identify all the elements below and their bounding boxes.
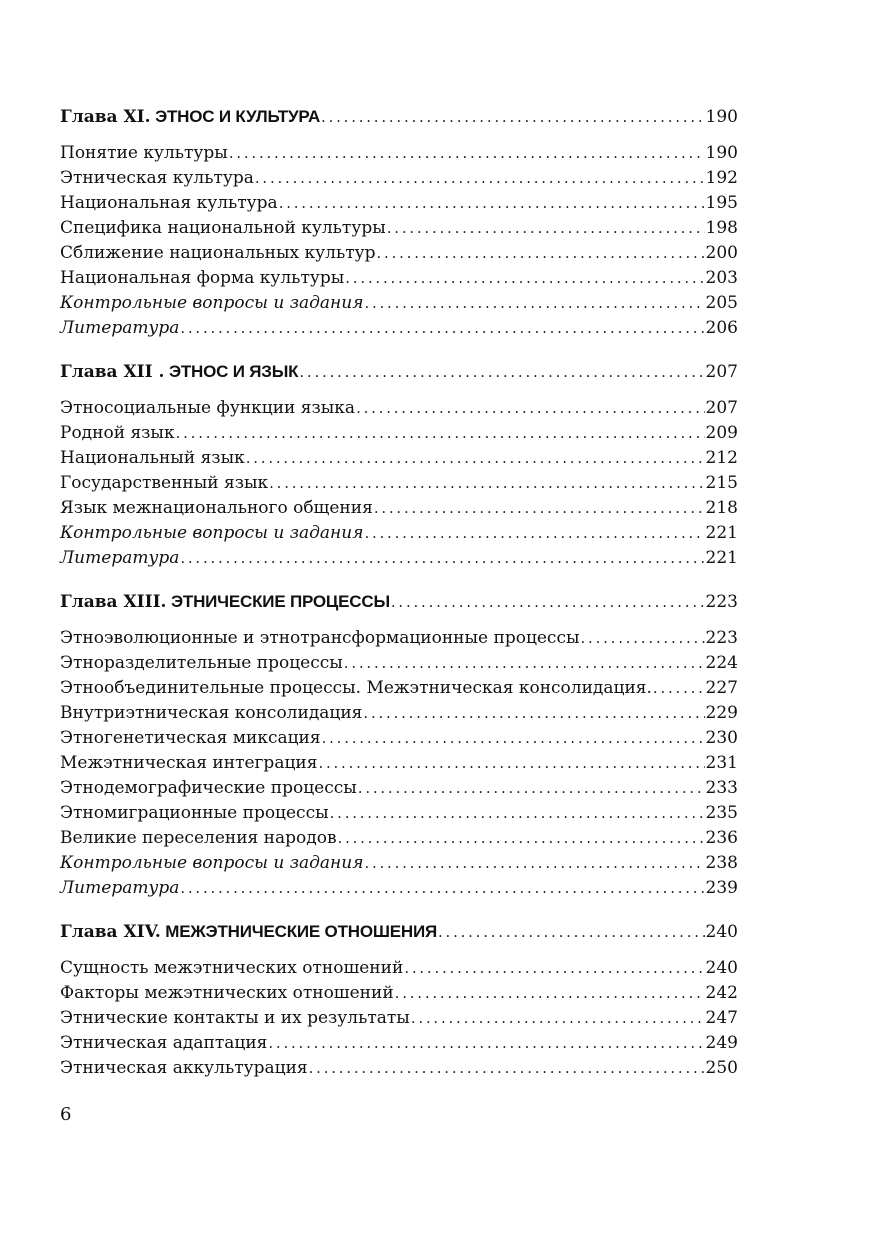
- toc-entry[interactable]: [60, 546, 738, 571]
- chapter-page-number: 190: [705, 107, 738, 127]
- toc-entry-title: Литература: [60, 318, 180, 338]
- toc-entry-page-number: 198: [705, 218, 738, 238]
- toc-entry-page-number: 229: [705, 703, 738, 723]
- toc-entry[interactable]: [60, 521, 738, 546]
- table-of-contents: [60, 104, 738, 1081]
- dot-leader: [438, 920, 705, 945]
- toc-entry[interactable]: [60, 316, 738, 341]
- dot-leader: [338, 826, 705, 851]
- toc-entry[interactable]: [60, 291, 738, 316]
- dot-leader: [356, 396, 704, 421]
- dot-leader: [229, 141, 705, 166]
- chapter-title: [60, 589, 390, 615]
- dot-leader: [246, 446, 705, 471]
- chapter-section: [60, 919, 738, 1081]
- toc-entry[interactable]: [60, 266, 738, 291]
- toc-entry-page-number: 207: [705, 398, 738, 418]
- chapter-heading[interactable]: [60, 359, 738, 384]
- toc-entry-title: Этнические контакты и их результаты: [60, 1008, 410, 1028]
- chapter-name: ЭТНОС И КУЛЬТУРА: [155, 107, 321, 126]
- chapter-number: Глава XIII.: [60, 592, 167, 612]
- chapter-page-number: 223: [705, 592, 738, 612]
- toc-entry-title: Этническая аккультурация: [60, 1058, 308, 1078]
- chapter-heading[interactable]: [60, 104, 738, 129]
- toc-entry[interactable]: [60, 1031, 738, 1056]
- toc-entry-title: Этномиграционные процессы: [60, 803, 329, 823]
- toc-entry-title: Этноразделительные процессы: [60, 653, 343, 673]
- dot-leader: [330, 801, 705, 826]
- toc-entry[interactable]: [60, 826, 738, 851]
- toc-entry-page-number: 200: [705, 243, 738, 263]
- dot-leader: [364, 521, 704, 546]
- toc-entry-page-number: 233: [705, 778, 738, 798]
- dot-leader: [387, 216, 705, 241]
- chapter-heading[interactable]: [60, 919, 738, 944]
- toc-entry[interactable]: [60, 851, 738, 876]
- toc-entry-page-number: 240: [705, 958, 738, 978]
- toc-entry-page-number: 247: [705, 1008, 738, 1028]
- toc-entry[interactable]: [60, 496, 738, 521]
- toc-entry[interactable]: [60, 676, 738, 701]
- toc-entry-page-number: 249: [705, 1033, 738, 1053]
- dot-leader: [653, 676, 705, 701]
- dot-leader: [581, 626, 705, 651]
- dot-leader: [309, 1056, 705, 1081]
- toc-entry-page-number: 190: [705, 143, 738, 163]
- toc-entry-page-number: 239: [705, 878, 738, 898]
- toc-entry[interactable]: [60, 396, 738, 421]
- dot-leader: [358, 776, 705, 801]
- chapter-number: Глава XIV.: [60, 922, 161, 942]
- toc-entry-title: Этническая культура: [60, 168, 254, 188]
- toc-entry-title: Этноэволюционные и этнотрансформационные процессы: [60, 628, 580, 648]
- toc-entry[interactable]: [60, 981, 738, 1006]
- toc-entry-page-number: 209: [705, 423, 738, 443]
- toc-entry-page-number: 238: [705, 853, 738, 873]
- toc-entry-page-number: 192: [705, 168, 738, 188]
- toc-entry-page-number: 221: [705, 548, 738, 568]
- toc-entry[interactable]: [60, 701, 738, 726]
- toc-entry[interactable]: [60, 471, 738, 496]
- toc-entry-title: Внутриэтническая консолидация: [60, 703, 363, 723]
- dot-leader: [180, 546, 704, 571]
- toc-entry-page-number: 221: [705, 523, 738, 543]
- toc-entry[interactable]: [60, 191, 738, 216]
- toc-entry-title: Контрольные вопросы и задания: [60, 853, 364, 873]
- toc-entry-page-number: 195: [705, 193, 738, 213]
- toc-entry-title: Факторы межэтнических отношений: [60, 983, 394, 1003]
- toc-entry-page-number: 203: [705, 268, 738, 288]
- toc-entry[interactable]: [60, 141, 738, 166]
- toc-entry-page-number: 206: [705, 318, 738, 338]
- toc-entry-title: Литература: [60, 878, 180, 898]
- dot-leader: [395, 981, 705, 1006]
- toc-entry-page-number: 218: [705, 498, 738, 518]
- dot-leader: [279, 191, 705, 216]
- toc-entry[interactable]: [60, 651, 738, 676]
- dot-leader: [176, 421, 705, 446]
- dot-leader: [363, 701, 704, 726]
- toc-entry[interactable]: [60, 421, 738, 446]
- toc-entry-title: Литература: [60, 548, 180, 568]
- toc-entry-title: Этнодемографические процессы: [60, 778, 357, 798]
- toc-entry-page-number: 212: [705, 448, 738, 468]
- toc-entry-page-number: 205: [705, 293, 738, 313]
- toc-entry-title: Контрольные вопросы и задания: [60, 523, 364, 543]
- chapter-page-number: 207: [705, 362, 738, 382]
- chapter-number: Глава XI.: [60, 107, 151, 127]
- chapter-heading[interactable]: [60, 589, 738, 614]
- chapter-name: ЭТНИЧЕСКИЕ ПРОЦЕССЫ: [170, 592, 390, 611]
- toc-entry-title: Родной язык: [60, 423, 175, 443]
- toc-entry-title: Национальная культура: [60, 193, 278, 213]
- toc-entry[interactable]: [60, 1056, 738, 1081]
- toc-entry-title: Понятие культуры: [60, 143, 228, 163]
- toc-entry-title: Этногенетическая миксация: [60, 728, 321, 748]
- toc-entry-title: Межэтническая интеграция: [60, 753, 318, 773]
- chapter-section: [60, 589, 738, 901]
- toc-entry[interactable]: [60, 166, 738, 191]
- dot-leader: [364, 291, 704, 316]
- toc-entry-title: Сущность межэтнических отношений: [60, 958, 404, 978]
- dot-leader: [318, 751, 704, 776]
- dot-leader: [268, 1031, 704, 1056]
- chapter-number: Глава XII .: [60, 362, 165, 382]
- toc-entry-title: Язык межнационального общения: [60, 498, 373, 518]
- dot-leader: [404, 956, 704, 981]
- toc-entry-page-number: 242: [705, 983, 738, 1003]
- toc-entry-title: Великие переселения народов: [60, 828, 337, 848]
- toc-entry-title: Сближение национальных культур: [60, 243, 376, 263]
- toc-entry-page-number: 231: [705, 753, 738, 773]
- dot-leader: [411, 1006, 705, 1031]
- toc-entry[interactable]: [60, 626, 738, 651]
- chapter-section: [60, 359, 738, 571]
- toc-entry-page-number: 230: [705, 728, 738, 748]
- dot-leader: [299, 360, 704, 385]
- toc-entry-title: Государственный язык: [60, 473, 269, 493]
- chapter-title: [60, 104, 320, 130]
- toc-entry-page-number: 250: [705, 1058, 738, 1078]
- toc-entry-page-number: 235: [705, 803, 738, 823]
- toc-entry-title: Национальная форма культуры: [60, 268, 345, 288]
- page-number: 6: [60, 1104, 72, 1125]
- toc-entry-page-number: 227: [705, 678, 738, 698]
- dot-leader: [345, 266, 704, 291]
- toc-entry-title: Контрольные вопросы и задания: [60, 293, 364, 313]
- toc-entry[interactable]: [60, 446, 738, 471]
- toc-entry-title: Национальный язык: [60, 448, 245, 468]
- chapter-name: ЭТНОС И ЯЗЫК: [168, 362, 299, 381]
- dot-leader: [255, 166, 705, 191]
- toc-entry[interactable]: [60, 1006, 738, 1031]
- toc-entry-page-number: 224: [705, 653, 738, 673]
- dot-leader: [374, 496, 705, 521]
- toc-entry[interactable]: [60, 776, 738, 801]
- chapter-title: [60, 919, 437, 945]
- toc-entry-title: Специфика национальной культуры: [60, 218, 386, 238]
- toc-entry-title: Этническая адаптация: [60, 1033, 268, 1053]
- chapter-title: [60, 359, 298, 385]
- chapter-section: [60, 104, 738, 341]
- chapter-page-number: 240: [705, 922, 738, 942]
- dot-leader: [180, 316, 704, 341]
- dot-leader: [322, 726, 705, 751]
- dot-leader: [391, 590, 705, 615]
- dot-leader: [344, 651, 705, 676]
- toc-entry[interactable]: [60, 876, 738, 901]
- toc-entry[interactable]: [60, 751, 738, 776]
- toc-entry[interactable]: [60, 956, 738, 981]
- toc-entry-page-number: 236: [705, 828, 738, 848]
- toc-entry-title: Этносоциальные функции языка: [60, 398, 356, 418]
- dot-leader: [269, 471, 704, 496]
- toc-entry-page-number: 215: [705, 473, 738, 493]
- toc-entry[interactable]: [60, 241, 738, 266]
- toc-entry[interactable]: [60, 726, 738, 751]
- toc-entry[interactable]: [60, 216, 738, 241]
- dot-leader: [321, 105, 705, 130]
- toc-entry-title: Этнообъединительные процессы. Межэтническая консолидация.: [60, 678, 652, 698]
- dot-leader: [364, 851, 704, 876]
- toc-entry-page-number: 223: [705, 628, 738, 648]
- dot-leader: [377, 241, 705, 266]
- dot-leader: [180, 876, 704, 901]
- chapter-name: МЕЖЭТНИЧЕСКИЕ ОТНОШЕНИЯ: [165, 922, 437, 941]
- toc-entry[interactable]: [60, 801, 738, 826]
